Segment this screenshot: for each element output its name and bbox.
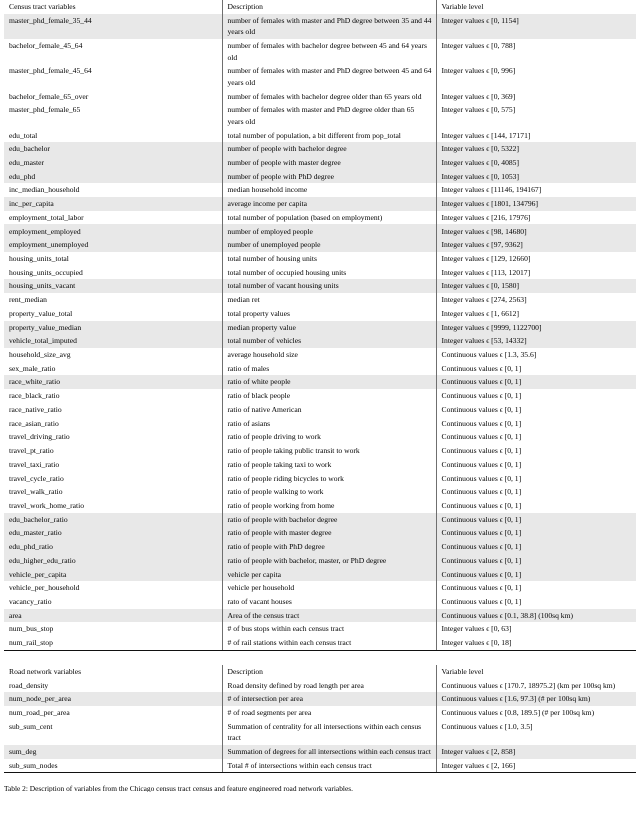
variable-level-cell: Integer values ϵ [0, 996]	[436, 64, 636, 89]
table-row	[4, 595, 636, 609]
variable-level-cell: Continuous values ϵ [0, 1]	[436, 554, 636, 568]
variable-level-cell: Continuous values ϵ [0.8, 189.5] (# per 100sq km)	[436, 706, 636, 720]
variable-level-cell: Integer values ϵ [0, 575]	[436, 103, 636, 128]
table-row	[4, 279, 636, 293]
variable-name-cell: race_asian_ratio	[9, 418, 59, 428]
variable-name-cell: travel_driving_ratio	[9, 432, 70, 442]
variable-name-cell: bachelor_female_45_64	[9, 41, 83, 51]
variable-level-cell: Continuous values ϵ [0, 1]	[436, 513, 636, 527]
variable-name-cell: household_size_avg	[9, 350, 71, 360]
variable-name-cell: vacancy_ratio	[9, 596, 52, 606]
variable-name-cell: edu_master_ratio	[4, 526, 222, 540]
variable-level-cell: Continuous values ϵ [0, 1]	[436, 458, 636, 472]
variable-name-cell: bachelor_female_65_over	[9, 91, 89, 101]
table-row	[4, 678, 636, 692]
variable-name-cell: num_rail_stop	[4, 636, 222, 650]
table-row	[4, 266, 636, 280]
variable-level-cell: Integer values ϵ [0, 1053]	[436, 170, 636, 184]
variable-description-cell: ratio of native American	[222, 403, 436, 417]
road-header-variable-level: Variable level	[436, 665, 636, 679]
table-row	[4, 581, 636, 595]
table-row	[4, 362, 636, 376]
variable-level-cell: Integer values ϵ [9999, 1122700]	[436, 321, 636, 335]
variable-level-cell: Continuous values ϵ [0, 1]	[436, 444, 636, 458]
variable-description-cell: number of people with bachelor degree	[222, 142, 436, 156]
variable-description-cell: ratio of males	[222, 362, 436, 376]
variable-level-cell: Continuous values ϵ [0, 1]	[436, 581, 636, 595]
table-row	[4, 444, 636, 458]
variable-name-cell: travel_taxi_ratio	[9, 459, 60, 469]
table-row	[4, 39, 636, 64]
variable-level-cell: Integer values ϵ [0, 5322]	[436, 142, 636, 156]
variable-name-cell: housing_units_total	[9, 254, 69, 263]
variable-name-cell: edu_phd_ratio	[4, 540, 222, 554]
table-row	[4, 197, 636, 211]
variable-description-cell: ratio of white people	[222, 375, 436, 389]
variable-name-cell: master_phd_female_45_64	[9, 66, 92, 76]
variable-name-cell: road_density	[9, 680, 49, 690]
variable-name-cell: edu_total	[9, 130, 38, 140]
variable-description-cell: Area of the census tract	[222, 609, 436, 623]
census-header-variables: Census tract variables	[9, 2, 76, 12]
variable-description-cell: total number of vacant housing units	[222, 279, 436, 293]
variable-description-cell: Total # of intersections within each census tract	[222, 759, 436, 773]
variable-level-cell: Integer values ϵ [113, 12017]	[436, 266, 636, 280]
variable-level-cell: Integer values ϵ [0, 18]	[436, 636, 636, 650]
census-tract-variables-table	[4, 0, 636, 651]
table-row	[4, 321, 636, 335]
variable-name-cell: edu_bachelor	[4, 142, 222, 156]
variable-description-cell: total property values	[222, 307, 436, 321]
table-row	[4, 64, 636, 89]
variable-level-cell: Continuous values ϵ [170.7, 18975.2] (km per 100sq km)	[436, 678, 636, 692]
table-row	[4, 513, 636, 527]
variable-name-cell: rent_median	[9, 295, 47, 305]
variable-level-cell: Integer values ϵ [274, 2563]	[436, 293, 636, 307]
variable-name-cell: property_value_median	[4, 321, 222, 335]
table-row	[4, 252, 636, 266]
census-header-variable-level: Variable level	[436, 0, 636, 14]
variable-description-cell: ratio of people with bachelor degree	[222, 513, 436, 527]
variable-level-cell: Continuous values ϵ [0, 1]	[436, 417, 636, 431]
variable-description-cell: # of intersection per area	[222, 692, 436, 706]
variable-name-cell: inc_median_household	[9, 185, 80, 195]
variable-description-cell: total number of vehicles	[222, 334, 436, 348]
variable-description-cell: number of females with master and PhD degree older than 65 years old	[222, 103, 436, 128]
variable-level-cell: Integer values ϵ [129, 12660]	[436, 252, 636, 266]
table-row	[4, 567, 636, 581]
variable-name-cell: edu_bachelor_ratio	[4, 513, 222, 527]
variable-level-cell: Integer values ϵ [0, 63]	[436, 622, 636, 636]
variable-description-cell: number of employed people	[222, 224, 436, 238]
variable-description-cell: Summation of centrality for all intersections within each census tract	[222, 720, 436, 745]
table-row	[4, 554, 636, 568]
variable-level-cell: Continuous values ϵ [0, 1]	[436, 526, 636, 540]
variable-description-cell: number of people with PhD degree	[222, 170, 436, 184]
variable-name-cell: master_phd_female_65	[9, 105, 81, 115]
variable-description-cell: ratio of people with master degree	[222, 526, 436, 540]
variable-name-cell: employment_total_labor	[9, 212, 84, 222]
census-tract-variables-table-wrapper	[4, 0, 636, 651]
variable-name-cell: edu_master	[4, 156, 222, 170]
variable-description-cell: number of females with bachelor degree older than 65 years old	[222, 89, 436, 103]
census-table-header-row	[4, 0, 636, 14]
table-gap-spacer	[4, 651, 636, 665]
table-row	[4, 403, 636, 417]
variable-level-cell: Integer values ϵ [144, 17171]	[436, 128, 636, 142]
variable-description-cell: total number of population (based on employment)	[222, 211, 436, 225]
variable-name-cell: travel_walk_ratio	[9, 487, 63, 497]
variable-name-cell: housing_units_occupied	[9, 267, 83, 277]
table-row	[4, 499, 636, 513]
variable-level-cell: Integer values ϵ [97, 9362]	[436, 238, 636, 252]
variable-name-cell: race_black_ratio	[9, 391, 60, 401]
road-network-variables-table-wrapper	[4, 665, 636, 774]
table-row	[4, 692, 636, 706]
table-row	[4, 609, 636, 623]
variable-name-cell: race_white_ratio	[4, 375, 222, 389]
variable-name-cell: employment_employed	[4, 224, 222, 238]
table-row	[4, 238, 636, 252]
variable-description-cell: median household income	[222, 183, 436, 197]
variable-level-cell: Continuous values ϵ [0, 1]	[436, 567, 636, 581]
census-table-head	[4, 0, 636, 14]
road-table-head	[4, 665, 636, 679]
table-row	[4, 706, 636, 720]
variable-name-cell: sub_sum_cent	[9, 721, 53, 731]
variable-description-cell: average income per capita	[222, 197, 436, 211]
table-row	[4, 471, 636, 485]
table-row	[4, 89, 636, 103]
variable-level-cell: Continuous values ϵ [0, 1]	[436, 375, 636, 389]
variable-level-cell: Continuous values ϵ [1.3, 35.6]	[436, 348, 636, 362]
table-row	[4, 458, 636, 472]
variable-level-cell: Continuous values ϵ [0, 1]	[436, 485, 636, 499]
variable-level-cell: Continuous values ϵ [0, 1]	[436, 389, 636, 403]
variable-level-cell: Continuous values ϵ [0, 1]	[436, 471, 636, 485]
variable-description-cell: number of females with bachelor degree between 45 and 64 years old	[222, 39, 436, 64]
variable-description-cell: vehicle per capita	[222, 567, 436, 581]
variable-description-cell: ratio of asians	[222, 417, 436, 431]
table-row	[4, 183, 636, 197]
road-network-variables-table	[4, 665, 636, 774]
variable-description-cell: median property value	[222, 321, 436, 335]
variable-description-cell: vehicle per household	[222, 581, 436, 595]
variable-description-cell: ratio of people with bachelor, master, or PhD degree	[222, 554, 436, 568]
variable-level-cell: Integer values ϵ [2, 166]	[436, 759, 636, 773]
table-row	[4, 156, 636, 170]
variable-description-cell: ratio of people walking to work	[222, 485, 436, 499]
table-row	[4, 622, 636, 636]
variable-level-cell: Continuous values ϵ [1.6, 97.3] (# per 100sq km)	[436, 692, 636, 706]
variable-level-cell: Continuous values ϵ [0, 1]	[436, 362, 636, 376]
variable-name-cell: travel_pt_ratio	[9, 446, 54, 456]
table-row	[4, 224, 636, 238]
variable-description-cell: average household size	[222, 348, 436, 362]
table-row	[4, 293, 636, 307]
variable-description-cell: number of females with master and PhD degree between 45 and 64 years old	[222, 64, 436, 89]
variable-level-cell: Integer values ϵ [0, 369]	[436, 89, 636, 103]
table-row	[4, 211, 636, 225]
road-header-variables: Road network variables	[9, 666, 82, 676]
variable-description-cell: # of bus stops within each census tract	[222, 622, 436, 636]
variable-name-cell: employment_unemployed	[4, 238, 222, 252]
table-row	[4, 636, 636, 650]
variable-name-cell: edu_phd	[4, 170, 222, 184]
variable-description-cell: number of people with master degree	[222, 156, 436, 170]
variable-name-cell: travel_work_home_ratio	[9, 500, 85, 510]
variable-description-cell: median ret	[222, 293, 436, 307]
variable-description-cell: ratio of people taking taxi to work	[222, 458, 436, 472]
census-table-body	[4, 14, 636, 651]
variable-name-cell: area	[4, 609, 222, 623]
variable-description-cell: ratio of people with PhD degree	[222, 540, 436, 554]
variable-level-cell: Integer values ϵ [0, 1154]	[436, 14, 636, 39]
variable-level-cell: Integer values ϵ [1, 6612]	[436, 307, 636, 321]
variable-level-cell: Continuous values ϵ [0, 1]	[436, 540, 636, 554]
table-row	[4, 348, 636, 362]
table-row	[4, 375, 636, 389]
variable-description-cell: ratio of people taking public transit to work	[222, 444, 436, 458]
variable-name-cell: master_phd_female_35_44	[4, 14, 222, 39]
road-table-header-row	[4, 665, 636, 679]
table-row	[4, 745, 636, 759]
table-row	[4, 14, 636, 39]
road-header-description: Description	[222, 665, 436, 679]
variable-name-cell: inc_per_capita	[4, 197, 222, 211]
variable-name-cell: num_road_per_area	[9, 708, 70, 717]
variable-name-cell: edu_higher_edu_ratio	[4, 554, 222, 568]
variable-level-cell: Integer values ϵ [2, 858]	[436, 745, 636, 759]
table-row	[4, 128, 636, 142]
variable-level-cell: Continuous values ϵ [0, 1]	[436, 499, 636, 513]
table-row	[4, 720, 636, 745]
variable-name-cell: vehicle_per_capita	[4, 567, 222, 581]
variable-level-cell: Integer values ϵ [98, 14680]	[436, 224, 636, 238]
table-row	[4, 307, 636, 321]
variable-level-cell: Continuous values ϵ [0.1, 38.8] (100sq km)	[436, 609, 636, 623]
variable-name-cell: sub_sum_nodes	[4, 759, 222, 773]
variable-description-cell: Summation of degrees for all intersections within each census tract	[222, 745, 436, 759]
variable-level-cell: Integer values ϵ [0, 1580]	[436, 279, 636, 293]
table-row	[4, 485, 636, 499]
variable-name-cell: vehicle_per_household	[9, 583, 80, 593]
table-row	[4, 334, 636, 348]
table-row	[4, 103, 636, 128]
variable-description-cell: number of females with master and PhD degree between 35 and 44 years old	[222, 14, 436, 39]
variable-description-cell: number of unemployed people	[222, 238, 436, 252]
variable-level-cell: Integer values ϵ [216, 17976]	[436, 211, 636, 225]
census-header-description: Description	[222, 0, 436, 14]
variable-description-cell: total number of population, a bit different from pop_total	[222, 128, 436, 142]
variable-level-cell: Continuous values ϵ [0, 1]	[436, 403, 636, 417]
table-caption: Table 2: Description of variables from the Chicago census tract census and feature engineered road network variables.	[4, 784, 353, 793]
variable-name-cell: housing_units_vacant	[4, 279, 222, 293]
variable-level-cell: Continuous values ϵ [1.0, 3.5]	[436, 720, 636, 745]
table-row	[4, 142, 636, 156]
variable-name-cell: sex_male_ratio	[9, 363, 56, 373]
variable-description-cell: # of road segments per area	[222, 706, 436, 720]
table-row	[4, 540, 636, 554]
road-table-body	[4, 678, 636, 772]
variable-description-cell: ratio of people working from home	[222, 499, 436, 513]
variable-name-cell: num_node_per_area	[4, 692, 222, 706]
variable-level-cell: Continuous values ϵ [0, 1]	[436, 430, 636, 444]
variable-level-cell: Integer values ϵ [1801, 134796]	[436, 197, 636, 211]
variable-level-cell: Integer values ϵ [0, 4085]	[436, 156, 636, 170]
variable-description-cell: ratio of people driving to work	[222, 430, 436, 444]
table-row	[4, 759, 636, 773]
variable-level-cell: Continuous values ϵ [0, 1]	[436, 595, 636, 609]
variable-description-cell: ratio of people riding bicycles to work	[222, 471, 436, 485]
variable-name-cell: sum_deg	[4, 745, 222, 759]
variable-description-cell: # of rail stations within each census tract	[222, 636, 436, 650]
variable-description-cell: Road density defined by road length per area	[222, 678, 436, 692]
variable-level-cell: Integer values ϵ [11146, 194167]	[436, 183, 636, 197]
table-row	[4, 526, 636, 540]
table-row	[4, 389, 636, 403]
variable-description-cell: rato of vacant houses	[222, 595, 436, 609]
variable-description-cell: ratio of black people	[222, 389, 436, 403]
variable-name-cell: num_bus_stop	[9, 624, 54, 634]
variable-description-cell: total number of housing units	[222, 252, 436, 266]
table-row	[4, 170, 636, 184]
variable-level-cell: Integer values ϵ [53, 14332]	[436, 334, 636, 348]
variable-name-cell: race_native_ratio	[9, 404, 62, 414]
table-row	[4, 430, 636, 444]
variable-description-cell: total number of occupied housing units	[222, 266, 436, 280]
variable-name-cell: vehicle_total_imputed	[4, 334, 222, 348]
variable-name-cell: travel_cycle_ratio	[9, 473, 64, 483]
table-row	[4, 417, 636, 431]
variable-level-cell: Integer values ϵ [0, 788]	[436, 39, 636, 64]
variable-name-cell: property_value_total	[9, 308, 73, 318]
